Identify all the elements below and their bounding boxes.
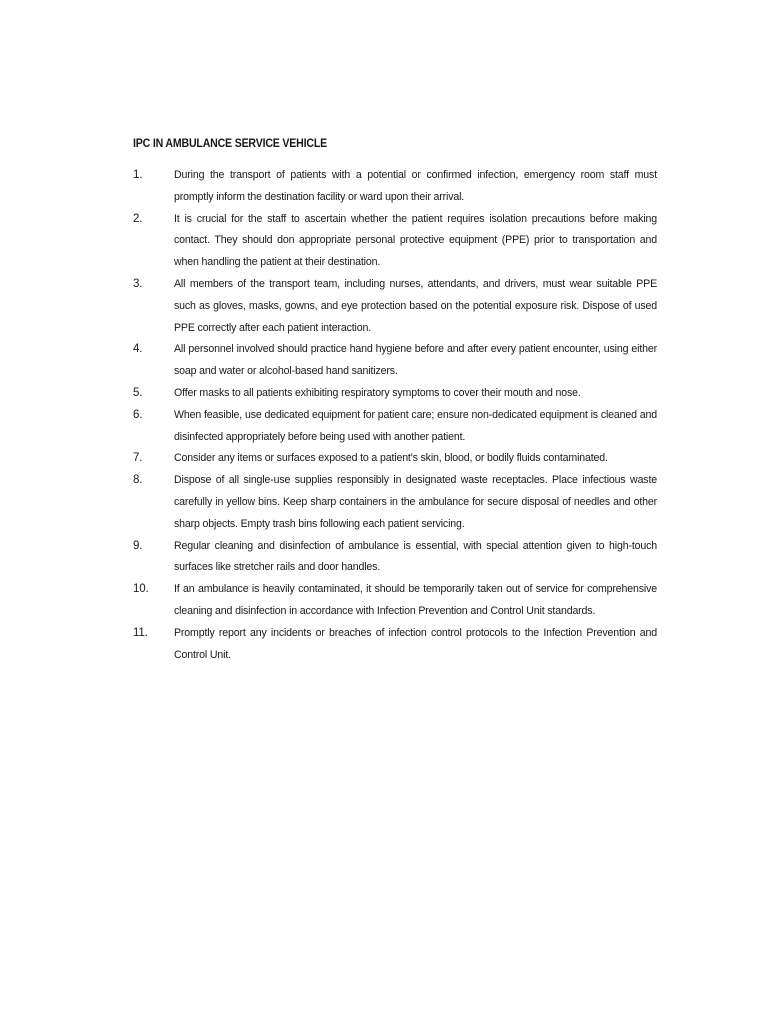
list-item-text: If an ambulance is heavily contaminated, it should be temporarily taken out of service for comprehensive cleaning and disinfection in accordance with Infection Prevention and Control Unit standards.: [174, 583, 657, 617]
list-item: [133, 536, 657, 580]
list-item-number: 5.: [133, 386, 143, 399]
list-item-text: All personnel involved should practice hand hygiene before and after every patient encounter, using either soap and water or alcohol-based hand sanitizers.: [174, 343, 657, 378]
list-item: [133, 470, 657, 535]
list-item: [133, 383, 657, 405]
list-item: [133, 339, 657, 383]
list-item-text: Offer masks to all patients exhibiting respiratory symptoms to cover their mouth and nose.: [174, 386, 581, 399]
list-item-text: All members of the transport team, including nurses, attendants, and drivers, must wear suitable PPE such as gloves, masks, gowns, and eye protection based on the potential exposure risk. Dispose of used PPE correctly after each patient interaction.: [174, 277, 657, 334]
list-item-text: Promptly report any incidents or breaches of infection control protocols to the Infection Prevention and Control Unit.: [174, 626, 657, 661]
list-item: [133, 623, 657, 667]
list-item: [133, 165, 657, 209]
list-item-text: Regular cleaning and disinfection of ambulance is essential, with special attention given to high-touch surfaces like stretcher rails and door handles.: [174, 539, 657, 574]
list-item-number: 9.: [133, 539, 143, 552]
document-title: IPC IN AMBULANCE SERVICE VEHICLE: [133, 138, 327, 150]
list-item-number: 4.: [133, 343, 143, 356]
list-item-text: Dispose of all single-use supplies responsibly in designated waste receptacles. Place infectious waste carefully in yellow bins. Keep sharp containers in the ambulance for secure disposal of needles and other sharp objects. Empty trash bins following each patient servicing.: [174, 474, 657, 530]
list-item: [133, 579, 657, 623]
list-item-number: 7.: [133, 452, 143, 465]
list-item-number: 3.: [133, 277, 143, 290]
list-item-number: 6.: [133, 408, 143, 421]
list-item-text: During the transport of patients with a potential or confirmed infection, emergency room staff must promptly inform the destination facility or ward upon their arrival.: [174, 169, 657, 203]
list-item: [133, 209, 657, 274]
list-item: [133, 274, 657, 339]
list-item-number: 2.: [133, 212, 143, 225]
list-item: [133, 448, 657, 470]
list-item-number: 1.: [133, 169, 143, 181]
list-item-text: When feasible, use dedicated equipment for patient care; ensure non-dedicated equipment is cleaned and disinfected appropriately before being used with another patient.: [174, 408, 657, 443]
list-item-number: 10.: [133, 583, 149, 596]
list-item-text: Consider any items or surfaces exposed to a patient's skin, blood, or bodily fluids contaminated.: [174, 452, 608, 465]
guideline-list: [133, 165, 657, 666]
list-item-number: 11.: [133, 626, 148, 639]
list-item-number: 8.: [133, 474, 143, 487]
list-item-text: It is crucial for the staff to ascertain whether the patient requires isolation precautions before making contact. They should don appropriate personal protective equipment (PPE) prior to transportation and when handling the patient at their destination.: [174, 212, 657, 269]
list-item: [133, 405, 657, 449]
